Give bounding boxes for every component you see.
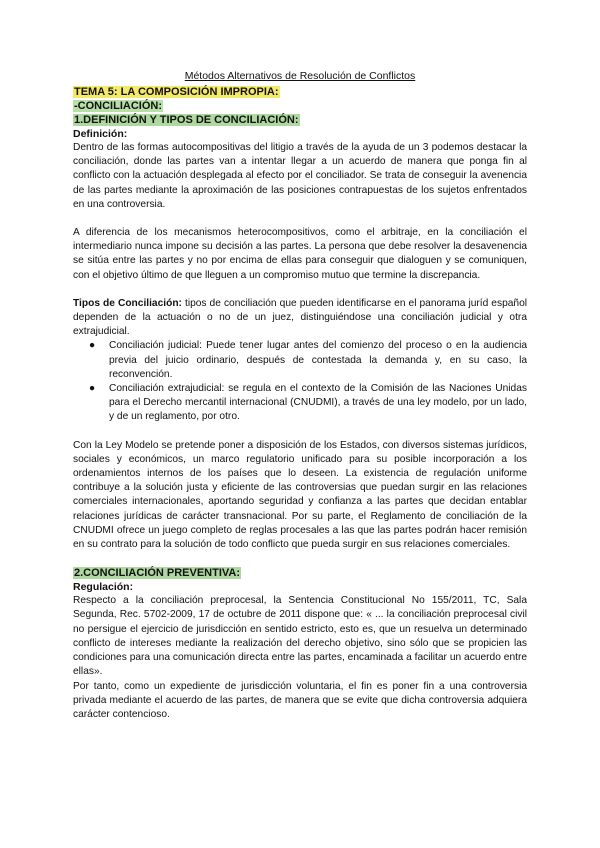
definition-paragraph-2: A diferencia de los mecanismos heterocompositivos, como el arbitraje, en la conciliación el intermediario nunca impone su decisión a las partes. La persona que debe resolver la desavenencia se sitúa entre las partes y no por encima de ellas para conseguir que dialoguen y se comuniquen, con el objetivo último de que lleguen a un compromiso mutuo que termine la discrepancia. bbox=[73, 227, 527, 281]
list-item-text: Conciliación judicial: Puede tener lugar antes del comienzo del proceso o en la audiencia previa del juicio ordinario, después de contestada la demanda y, en su caso, la reconvención. bbox=[109, 340, 527, 380]
definition-paragraph-1: Dentro de las formas autocompositivas del litigio a través de la ayuda de un 3 podemos destacar la conciliación, donde las partes van a intentar llegar a un acuerdo de manera que ponga fin al conflicto con la actuación desplegada al efecto por el conciliador. Se trata de conseguir la avenencia de las partes mediante la aproximación de las posiciones contrapuestas de los sujetos enfrentados en una controversia. bbox=[73, 142, 527, 210]
bullet-icon: ● bbox=[89, 383, 96, 395]
types-paragraph bbox=[73, 297, 527, 340]
document-title: Métodos Alternativos de Resolución de Conflictos bbox=[184, 70, 416, 82]
document-body bbox=[73, 85, 527, 722]
conciliation-heading: -CONCILIACIÓN: bbox=[74, 100, 162, 112]
types-label: Tipos de Conciliación: bbox=[73, 297, 182, 309]
bullet-icon: ● bbox=[89, 340, 96, 352]
section-1-heading: 1.DEFINICIÓN Y TIPOS DE CONCILIACIÓN: bbox=[74, 114, 299, 126]
list-item bbox=[89, 339, 527, 382]
definition-subheading: Definición: bbox=[73, 128, 128, 140]
list-item bbox=[89, 382, 527, 425]
list-item-text: Conciliación extrajudicial: se regula en el contexto de la Comisión de las Naciones Unidas para el Derecho mercantil internacional (CNUDMI), a través de una ley modelo, por un lado, y de un reglamento, por otro. bbox=[109, 383, 527, 423]
model-law-paragraph: Con la Ley Modelo se pretende poner a disposición de los Estados, con diversos sistemas jurídicos, sociales y económicos, un marco regulatorio unificado para su posible incorporación a los ordenamientos internos de los países que lo deseen. La existencia de regulación uniforme contribuye a la solución justa y eficiente de las controversias que puedan surgir en las relaciones comerciales internacionales, aportando seguridad y confianza a las partes que decidan entablar relaciones jurídicas de carácter transnacional. Por su parte, el Reglamento de conciliación de la CNUDMI ofrece un juego completo de reglas procesales a las que las partes podrán hacer remisión en su contrato para la solución de todo conflicto que pueda surgir en sus relaciones comerciales. bbox=[73, 439, 527, 551]
regulation-paragraph-2: Por tanto, como un expediente de jurisdicción voluntaria, el fin es poner fin a una controversia privada mediante el acuerdo de las partes, de manera que se evite que dicha controversia adquiera carácter contencioso. bbox=[73, 680, 527, 720]
topic-heading: TEMA 5: LA COMPOSICIÓN IMPROPIA: bbox=[74, 86, 279, 98]
types-text: tipos de conciliación que pueden identificarse en el panorama juríd español dependen de la actuación o no de un juez, distinguiéndose una conciliación judicial y otra extrajudicial. bbox=[73, 297, 527, 338]
regulation-paragraph-1: Respecto a la conciliación preprocesal, la Sentencia Constitucional No 155/2011, TC, Sala Segunda, Rec. 5702-2009, 17 de octubre de 2011 dispone que: « ... la conciliación preprocesal civil no persigue el ejercicio de jurisdicción en sentido estricto, esto es, que un resuelva un determinado conflicto de intereses mediante la realización del derecho objetivo, sino sólo que se propicien las condiciones para una comunicación directa entre las partes, encaminada a facilitar un acuerdo entre ellas». bbox=[73, 595, 527, 678]
regulation-subheading: Regulación: bbox=[73, 581, 134, 594]
types-list bbox=[73, 339, 527, 424]
section-2-heading: 2.CONCILIACIÓN PREVENTIVA: bbox=[74, 567, 241, 580]
